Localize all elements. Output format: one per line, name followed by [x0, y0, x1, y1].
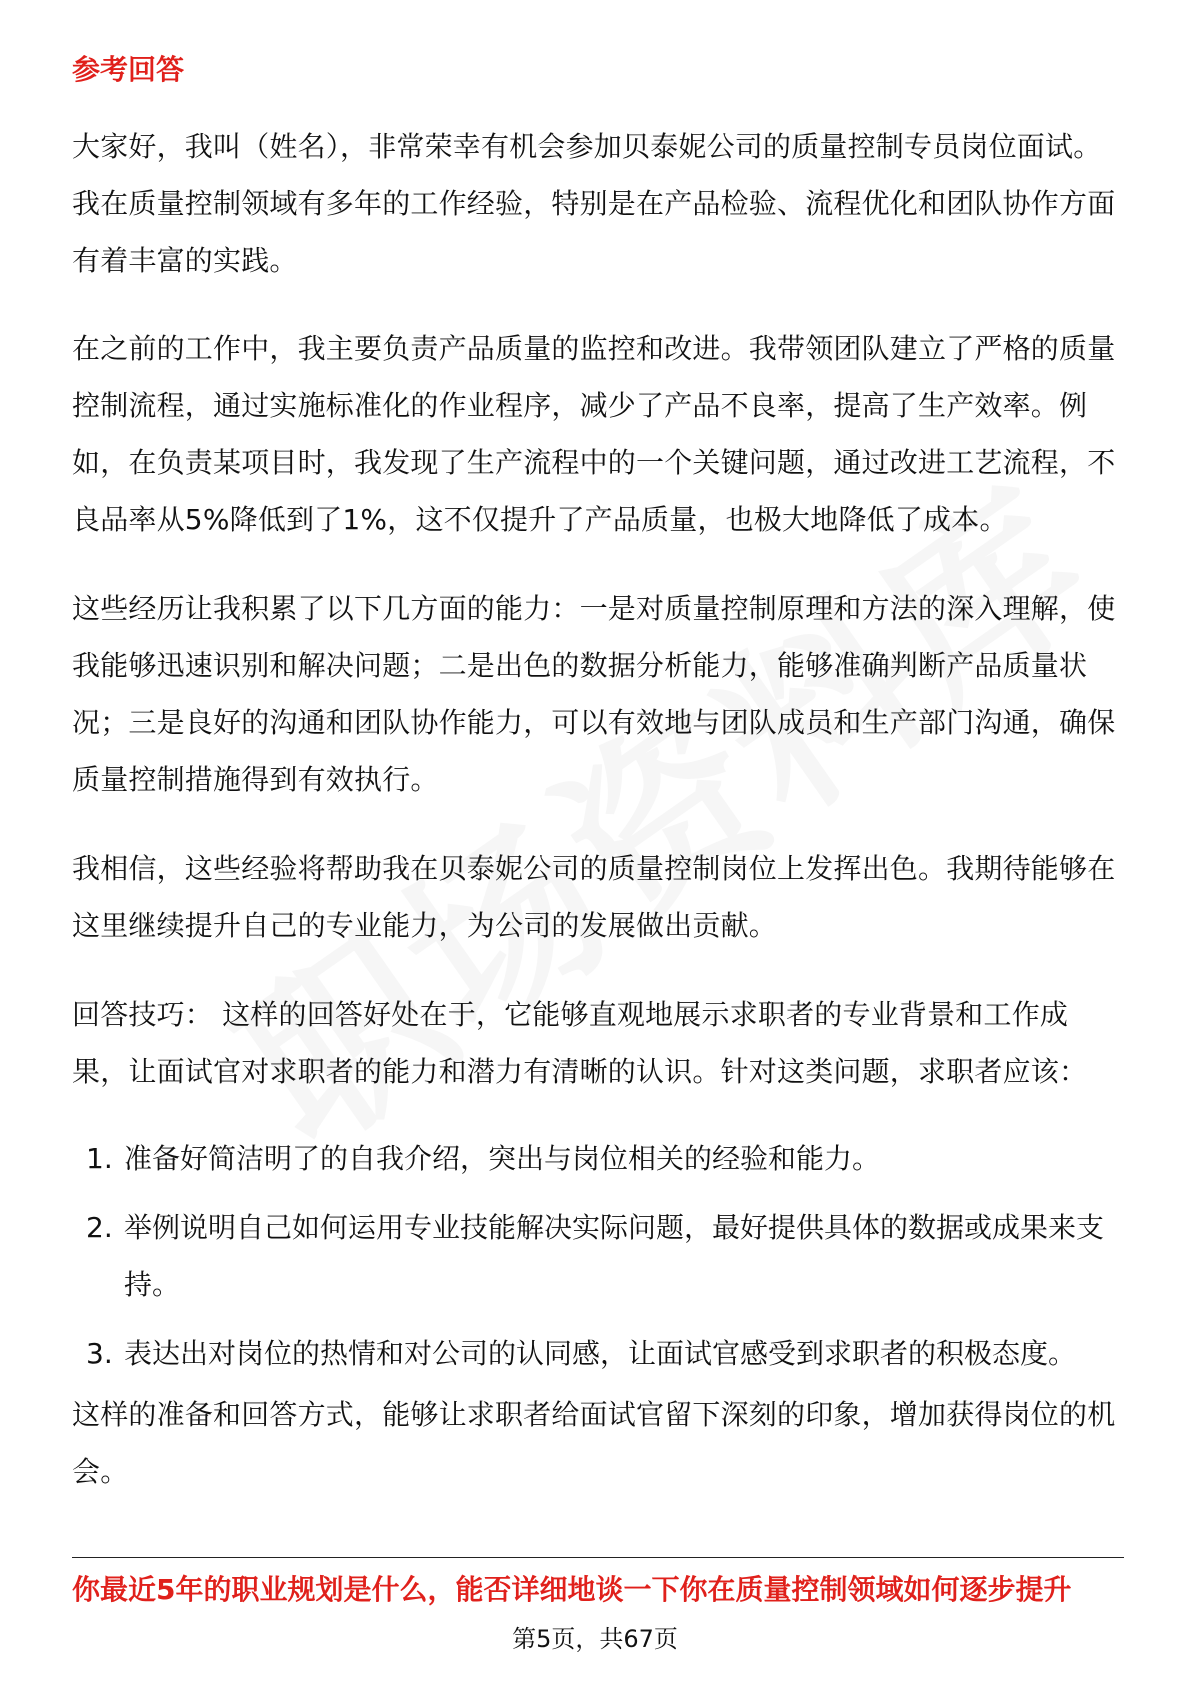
- answer-paragraph-experience: 在之前的工作中，我主要负责产品质量的监控和改进。我带领团队建立了严格的质量控制流程，通过实施标准化的作业程序，减少了产品不良率，提高了生产效率。例如，在负责某项目时，我发现了生产流程中的一个关键问题，通过改进工艺流程，不良品率从5%降低到了1%，这不仅提升了产品质量，也极大地降低了成本。: [72, 332, 1116, 536]
- next-question-heading: 你最近5年的职业规划是什么，能否详细地谈一下你在质量控制领域如何逐步提升: [72, 1573, 1072, 1606]
- list-item-number: 3.: [86, 1337, 113, 1370]
- list-item-number: 1.: [86, 1142, 113, 1175]
- section-heading: 参考回答: [72, 53, 185, 86]
- list-item: [72, 1130, 1122, 1187]
- list-item-text: 表达出对岗位的热情和对公司的认同感，让面试官感受到求职者的积极态度。: [124, 1337, 1077, 1370]
- page-number: 第5页，共67页: [512, 1625, 678, 1653]
- section-divider: [72, 1557, 1124, 1558]
- tips-list: [72, 1130, 1122, 1394]
- list-item-number: 2.: [86, 1211, 113, 1244]
- answer-summary: 这样的准备和回答方式，能够让求职者给面试官留下深刻的印象，增加获得岗位的机会。: [72, 1398, 1116, 1488]
- list-item: [72, 1325, 1122, 1382]
- list-item-text: 举例说明自己如何运用专业技能解决实际问题，最好提供具体的数据或成果来支持。: [124, 1211, 1105, 1301]
- answer-paragraph-intro: 大家好，我叫（姓名），非常荣幸有机会参加贝泰妮公司的质量控制专员岗位面试。我在质量控制领域有多年的工作经验，特别是在产品检验、流程优化和团队协作方面有着丰富的实践。: [72, 130, 1116, 277]
- answer-tips-intro: 回答技巧： 这样的回答好处在于，它能够直观地展示求职者的专业背景和工作成果，让面试官对求职者的能力和潜力有清晰的认识。针对这类问题，求职者应该：: [72, 998, 1088, 1088]
- list-item: [72, 1199, 1122, 1313]
- list-item-text: 准备好简洁明了的自我介绍，突出与岗位相关的经验和能力。: [124, 1142, 881, 1175]
- answer-paragraph-abilities: 这些经历让我积累了以下几方面的能力：一是对质量控制原理和方法的深入理解，使我能够迅速识别和解决问题；二是出色的数据分析能力，能够准确判断产品质量状况；三是良好的沟通和团队协作能力，可以有效地与团队成员和生产部门沟通，确保质量控制措施得到有效执行。: [72, 592, 1116, 796]
- answer-paragraph-closing: 我相信，这些经验将帮助我在贝泰妮公司的质量控制岗位上发挥出色。我期待能够在这里继续提升自己的专业能力，为公司的发展做出贡献。: [72, 852, 1116, 942]
